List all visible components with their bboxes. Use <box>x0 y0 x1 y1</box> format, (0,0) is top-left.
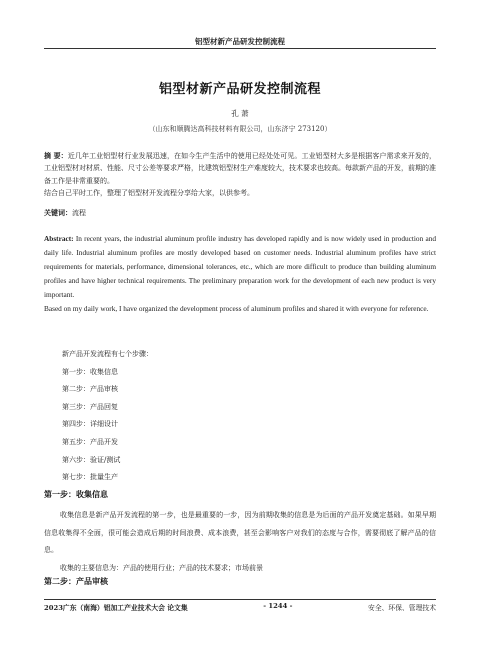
abstract-en <box>44 232 436 316</box>
section2-heading: 第二步：产品审核 <box>44 577 108 586</box>
affiliation: （山东和顺腾达高科技材料有限公司，山东济宁 273120） <box>148 125 332 133</box>
section1-para2: 收集的主要信息为：产品的使用行业；产品的技术要求；市场前景 <box>60 563 263 572</box>
section1-body <box>44 507 436 577</box>
step-item: 第一步：收集信息 <box>62 367 118 376</box>
abstract-zh-label: 摘 要： <box>44 152 68 160</box>
keywords-label: 关键词： <box>44 209 72 217</box>
step-item: 第四步：详细设计 <box>62 420 118 429</box>
section1-para1: 收集信息是新产品开发流程的第一步，也是最重要的一步，因为前期收集的信息是为后面的产品开发奠定基础。如果早期信息收集得不全面，很可能会造成后期的时间浪费、成本浪费，甚至会影响客户对我们的态度与合作，需要彻底了解产品的信息。 <box>44 511 436 554</box>
section1-heading: 第一步：收集信息 <box>44 490 108 499</box>
keywords-text: 流程 <box>72 209 86 217</box>
abstract-zh-text: 近几年工业铝型材行业发展迅速，在如今生产生活中的使用已经处处可见。工业铝型材大多是根据客户需求来开发的，工业铝型材对材质、性能、尺寸公差等要求严格，比建筑铝型材生产难度较大，技术要求也较高。每款新产品的开发，前期的准备工作是非常重要的。 <box>44 152 437 185</box>
abstract-en-label: Abstract: <box>44 234 74 243</box>
steps-intro: 新产品开发流程有七个步骤： <box>62 350 153 358</box>
author: 孔 萧 <box>231 109 249 118</box>
steps-list <box>62 348 153 489</box>
keywords <box>44 207 436 219</box>
step-item: 第六步：验证/测试 <box>62 455 121 464</box>
footer-left: 2023广东（南海）铝加工产业技术大会 论文集 <box>44 604 188 612</box>
abstract-en-text2: Based on my daily work, I have organized the development process of aluminum profiles and shared it with everyone for reference. <box>44 304 429 313</box>
page-footer <box>44 602 436 612</box>
step-item: 第五步：产品开发 <box>62 437 118 446</box>
abstract-zh-text2: 结合自己平时工作，整理了铝型材开发流程分享给大家，以供参考。 <box>44 188 254 197</box>
abstract-en-text: In recent years, the industrial aluminum profile industry has developed rapidly and is now widely used in production and daily life. Industrial aluminum profiles are mostly developed based on customer needs. Industrial aluminum profiles have strict requirements for materials, performance, dimensional tolerances, etc., which are more difficult to produce than building aluminum profiles and have higher technical requirements. The preliminary preparation work for the development of each new product is very important. <box>44 234 436 299</box>
step-item: 第二步：产品审核 <box>62 385 118 394</box>
step-item: 第三步：产品回复 <box>62 402 118 411</box>
footer-right: 安全、环保、管理技术 <box>368 604 436 612</box>
step-item: 第七步：批量生产 <box>62 473 118 482</box>
running-head: 铝型材新产品研发控制流程 <box>195 37 285 46</box>
header-rule <box>44 48 436 49</box>
footer-rule <box>44 599 436 600</box>
page-number: - 1244 - <box>263 602 293 610</box>
paper-title: 铝型材新产品研发控制流程 <box>158 82 321 97</box>
abstract-zh <box>44 150 436 199</box>
